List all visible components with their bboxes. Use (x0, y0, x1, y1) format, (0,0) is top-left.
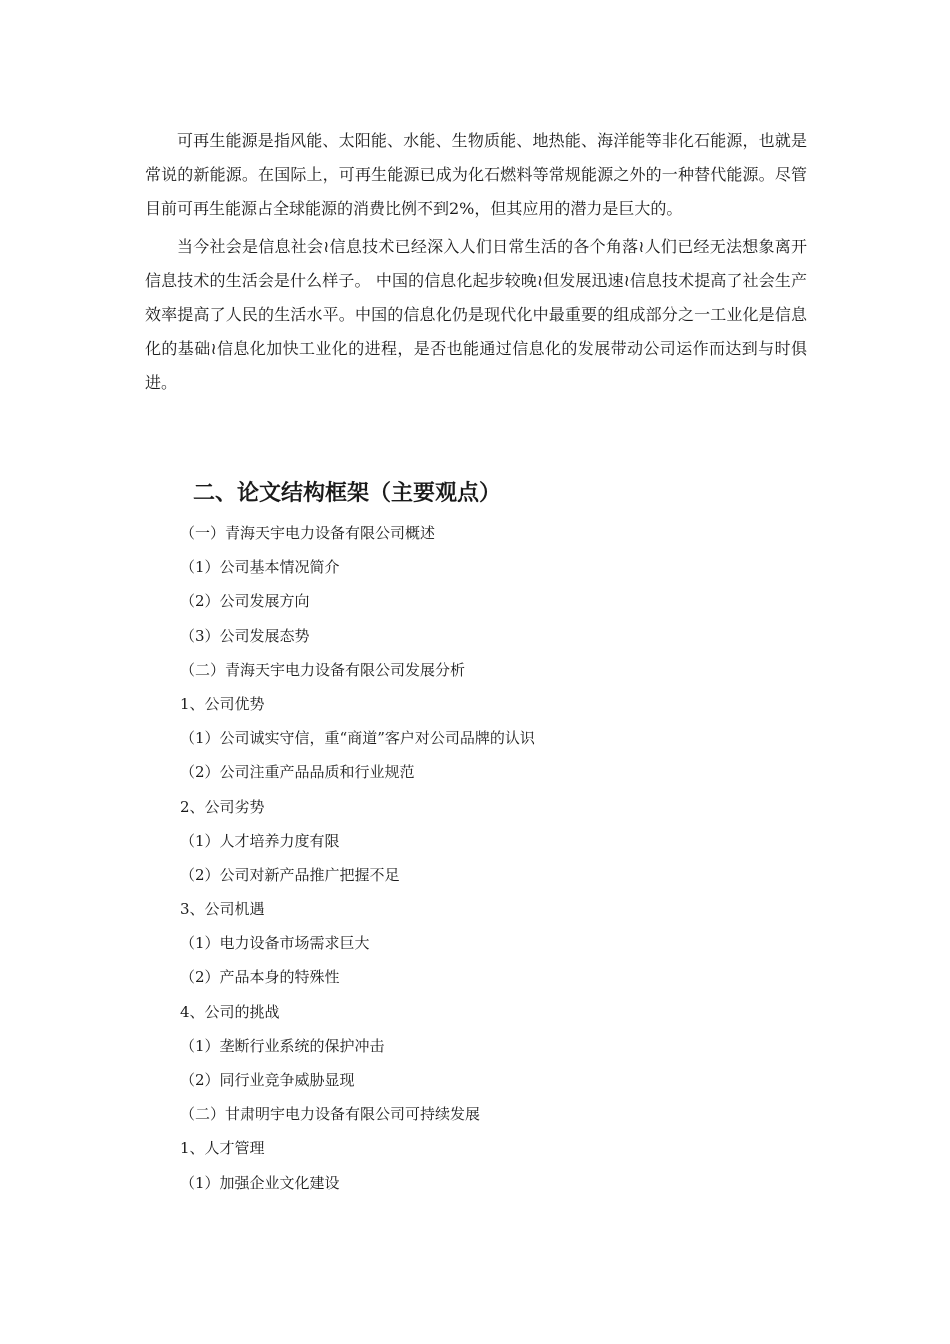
outline-item: （二）甘肃明宇电力设备有限公司可持续发展 (180, 1105, 481, 1124)
intro-paragraph-renewable-energy: 可再生能源是指风能、太阳能、水能、生物质能、地热能、海洋能等非化石能源，也就是常说的新能源。在国际上，可再生能源已成为化石燃料等常规能源之外的一种替代能源。尽管目前可再生能源占全球能源的消费比例不到2%，但其应用的潜力是巨大的。 (145, 131, 807, 218)
outline-item: （2）公司注重产品品质和行业规范 (180, 763, 415, 782)
outline-item: 3、公司机遇 (180, 900, 265, 919)
outline-item: （2）公司发展方向 (180, 592, 310, 611)
outline-item: （1）公司诚实守信，重“商道”客户对公司品牌的认识 (180, 729, 535, 748)
outline-item: （3）公司发展态势 (180, 626, 310, 645)
outline-item: （2）产品本身的特殊性 (180, 968, 340, 987)
outline-item: 2、公司劣势 (180, 797, 265, 816)
outline-item: （一）青海天宇电力设备有限公司概述 (180, 524, 436, 542)
outline-item: （二）青海天宇电力设备有限公司发展分析 (180, 660, 466, 679)
outline-item: （1）垄断行业系统的保护冲击 (180, 1036, 385, 1055)
outline-item: （1）加强企业文化建设 (180, 1173, 340, 1192)
outline-item: （1）电力设备市场需求巨大 (180, 934, 370, 953)
outline-item: 1、公司优势 (180, 694, 265, 713)
outline-list (180, 516, 800, 1200)
outline-item: （2）同行业竞争威胁显现 (180, 1071, 355, 1089)
outline-item: 1、人才管理 (180, 1139, 265, 1158)
outline-item: 4、公司的挑战 (180, 1002, 280, 1021)
intro-paragraph-information-society: 当今社会是信息社会≀信息技术已经深入人们日常生活的各个角落≀人们已经无法想象离开信息技术的生活会是什么样子。 中国的信息化起步较晚≀但发展迅速≀信息技术提高了社会生产效率提高了人民的生活水平。中国的信息化仍是现代化中最重要的组成部分之一工业化是信息化的基础≀信息化加快工业化的进程，是否也能通过信息化的发展带动公司运作而达到与时俱进。 (145, 237, 807, 392)
outline-item: （2）公司对新产品推广把握不足 (180, 865, 400, 884)
outline-item: （1）公司基本情况简介 (180, 558, 340, 577)
outline-item: （1）人才培养力度有限 (180, 831, 340, 850)
section-heading: 二、论文结构框架（主要观点） (193, 481, 502, 506)
intro-text (145, 124, 807, 404)
